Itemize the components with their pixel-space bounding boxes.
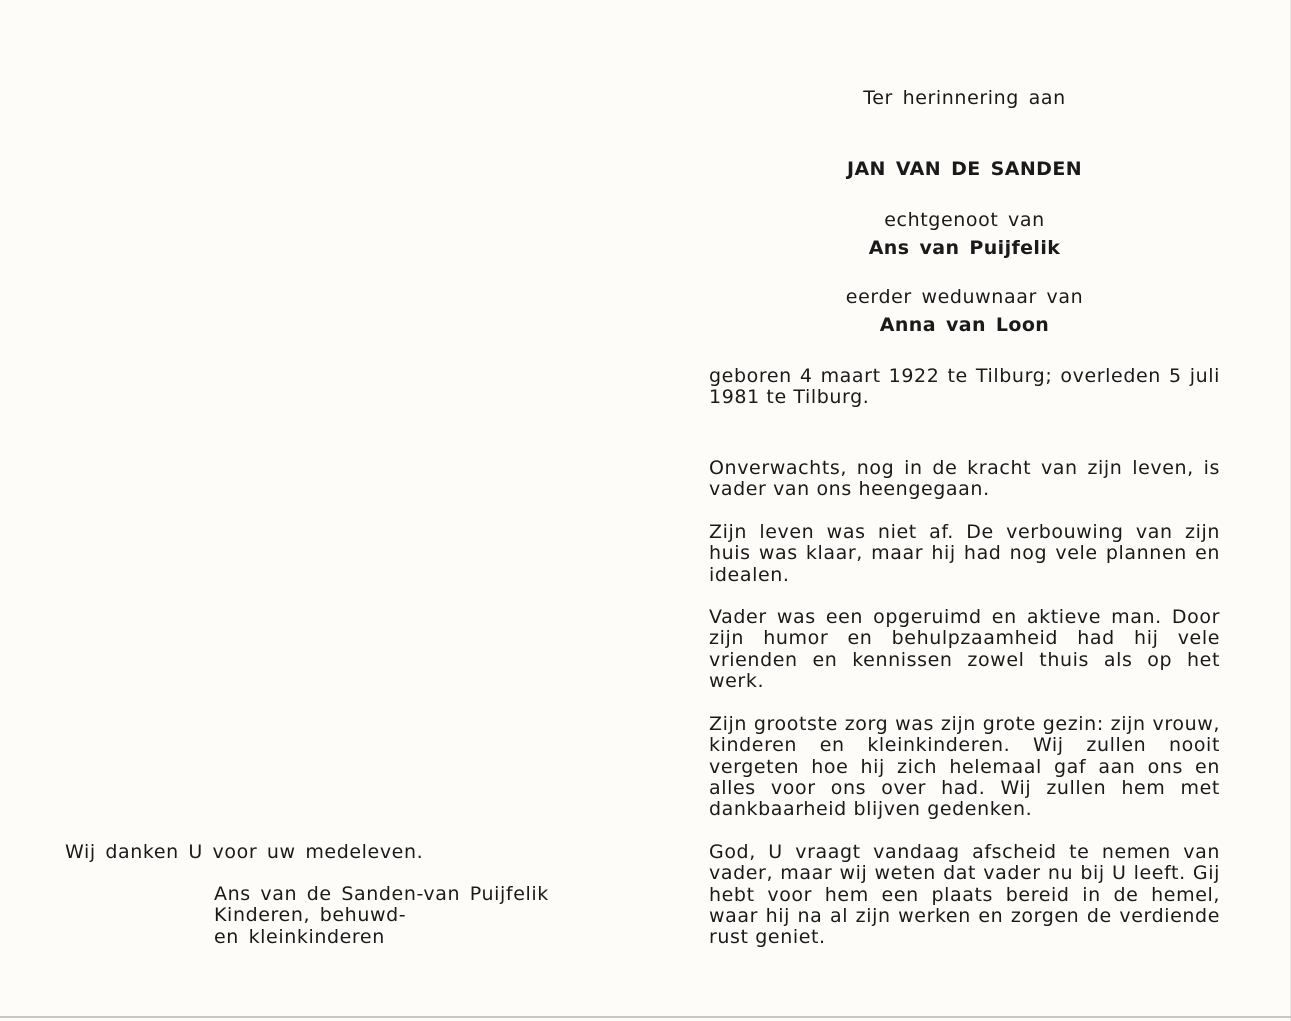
life-dates: geboren 4 maart 1922 te Tilburg; overleden 5 juli 1981 te Tilburg. [709,365,1220,409]
spouse-label: echtgenoot van [884,209,1045,231]
thanks-text: Wij danken U voor uw medeleven. [65,841,424,863]
deceased-name: JAN VAN DE SANDEN [846,158,1083,180]
signature-line: en kleinkinderen [214,925,385,948]
paragraph-3: Vader was een opgeruimd en aktieve man. Door zijn humor en behulpzaamheid had hij vele vrienden en kennissen zowel thuis als op het werk. [709,606,1220,692]
paragraph-5: God, U vraagt vandaag afscheid te nemen van vader, maar wij weten dat vader nu bij U leeft. Gij hebt voor hem een plaats bereid in de hemel, waar hij na al zijn werken en zorgen de verdiende rust geniet. [709,841,1220,949]
paragraph-4: Zijn grootste zorg was zijn grote gezin: zijn vrouw, kinderen en kleinkinderen. Wij zullen nooit vergeten hoe hij zich helemaal gaf aan ons en alles voor ons over had. Wij zullen hem met dankbaarheid blijven gedenken. [709,713,1220,821]
signature-block [214,884,549,948]
spouse-name: Ans van Puijfelik [868,237,1061,259]
former-spouse-label: eerder weduwnaar van [845,286,1084,308]
card-fold-edge [0,1016,1291,1018]
former-spouse-name: Anna van Loon [879,314,1050,336]
paragraph-2: Zijn leven was niet af. De verbouwing van zijn huis was klaar, maar hij had nog vele plannen en idealen. [709,521,1220,586]
intro-text: Ter herinnering aan [863,87,1066,109]
signature-line: Kinderen, behuwd- [214,904,407,927]
signature-line: Ans van de Sanden-van Puijfelik [214,883,549,905]
paragraph-1: Onverwachts, nog in de kracht van zijn leven, is vader van ons heengegaan. [709,457,1220,501]
